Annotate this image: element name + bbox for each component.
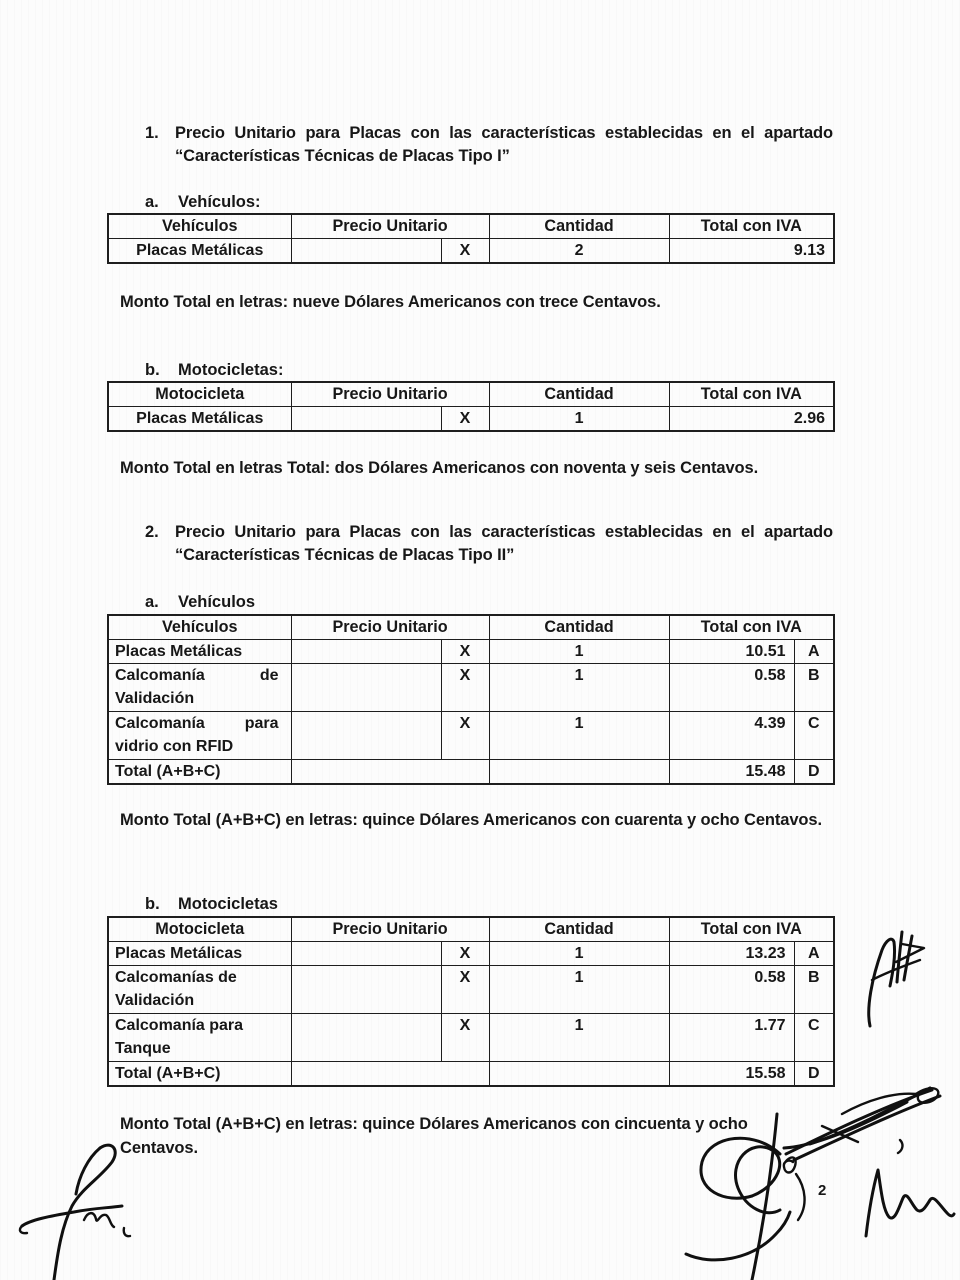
cell-total: 2.96	[669, 407, 834, 432]
cell-total: 15.48	[669, 760, 794, 785]
cell-total: 9.13	[669, 239, 834, 264]
monto-2a: Monto Total (A+B+C) en letras: quince Dólares Americanos con cuarenta y ocho Centavos.	[120, 811, 822, 829]
monto-2b-line1: Monto Total (A+B+C) en letras: quince Dólares Americanos con cincuenta y ocho	[120, 1115, 748, 1133]
cell-letter: B	[794, 664, 834, 712]
cell-label: Placas Metálicas	[108, 640, 291, 664]
cell-cantidad: 1	[489, 712, 669, 760]
table-header-row	[108, 214, 834, 239]
header-total-iva: Total con IVA	[669, 382, 834, 407]
subsection-1b-label: b. Motocicletas:	[145, 361, 284, 379]
table-row-c	[108, 1014, 834, 1062]
table-row-c	[108, 712, 834, 760]
cell-x: X	[441, 239, 489, 264]
header-cantidad: Cantidad	[489, 382, 669, 407]
table-header-row	[108, 615, 834, 640]
section-1-heading	[145, 122, 833, 168]
section-1-title-line1: Precio Unitario para Placas con las características establecidas en el apartado	[175, 124, 833, 142]
cell-precio-empty	[291, 966, 441, 1014]
cell-cantidad: 2	[489, 239, 669, 264]
table-1a-vehiculos	[107, 213, 835, 264]
cell-x: X	[441, 640, 489, 664]
signature-center-loops	[680, 1112, 820, 1280]
subsection-2a-label: a. Vehículos	[145, 593, 256, 611]
cell-letter: A	[794, 640, 834, 664]
signature-right-lower	[856, 1162, 956, 1240]
table-row-a	[108, 942, 834, 966]
cell-precio-empty	[291, 640, 441, 664]
header-cantidad: Cantidad	[489, 917, 669, 942]
cell-label: Calcomanía de Validación	[108, 664, 291, 712]
cell-precio-empty	[291, 1062, 489, 1087]
cell-cantidad: 1	[489, 640, 669, 664]
cell-label: Total (A+B+C)	[108, 760, 291, 785]
signature-right-upper	[852, 928, 937, 1028]
header-precio-unitario: Precio Unitario	[291, 214, 489, 239]
table-header-row	[108, 382, 834, 407]
table-row-a	[108, 640, 834, 664]
cell-x: X	[441, 407, 489, 432]
table-row-b	[108, 664, 834, 712]
cell-precio-empty	[291, 407, 441, 432]
cell-label: Placas Metálicas	[108, 239, 291, 264]
cell-letter: C	[794, 1014, 834, 1062]
table-row-b	[108, 966, 834, 1014]
header-motocicleta: Motocicleta	[108, 382, 291, 407]
section-1-number: 1.	[145, 124, 159, 142]
signature-bottom-left	[18, 1138, 143, 1280]
cell-x: X	[441, 712, 489, 760]
table-row	[108, 239, 834, 264]
cell-precio-empty	[291, 1014, 441, 1062]
cell-x: X	[441, 942, 489, 966]
cell-total: 15.58	[669, 1062, 794, 1087]
header-precio-unitario: Precio Unitario	[291, 917, 489, 942]
header-total-iva: Total con IVA	[669, 917, 834, 942]
section-1-title-line2: “Características Técnicas de Placas Tipo I”	[175, 147, 510, 165]
cell-cantidad: 1	[489, 407, 669, 432]
cell-cantidad-empty	[489, 760, 669, 785]
monto-2b-line2: Centavos.	[120, 1139, 198, 1157]
subsection-2b-label: b. Motocicletas	[145, 895, 278, 913]
cell-x: X	[441, 1014, 489, 1062]
cell-total: 0.58	[669, 664, 794, 712]
page-number: 2	[818, 1182, 827, 1199]
cell-precio-empty	[291, 942, 441, 966]
cell-label: Calcomanía para vidrio con RFID	[108, 712, 291, 760]
cell-precio-empty	[291, 664, 441, 712]
header-vehiculos: Vehículos	[108, 615, 291, 640]
header-cantidad: Cantidad	[489, 214, 669, 239]
section-2-title-line1: Precio Unitario para Placas con las características establecidas en el apartado	[175, 523, 833, 541]
cell-cantidad-empty	[489, 1062, 669, 1087]
monto-1a: Monto Total en letras: nueve Dólares Americanos con trece Centavos.	[120, 293, 661, 311]
cell-precio-empty	[291, 760, 489, 785]
cell-label: Placas Metálicas	[108, 942, 291, 966]
table-row	[108, 407, 834, 432]
section-2-heading	[145, 521, 833, 567]
cell-letter: C	[794, 712, 834, 760]
cell-total: 1.77	[669, 1014, 794, 1062]
table-1b-motocicletas	[107, 381, 835, 432]
header-total-iva: Total con IVA	[669, 214, 834, 239]
cell-precio-empty	[291, 239, 441, 264]
cell-label: Calcomanía para Tanque	[108, 1014, 291, 1062]
table-2a-vehiculos	[107, 614, 835, 785]
monto-1b: Monto Total en letras Total: dos Dólares Americanos con noventa y seis Centavos.	[120, 459, 759, 477]
header-motocicleta: Motocicleta	[108, 917, 291, 942]
cell-label: Placas Metálicas	[108, 407, 291, 432]
cell-cantidad: 1	[489, 664, 669, 712]
header-cantidad: Cantidad	[489, 615, 669, 640]
cell-precio-empty	[291, 712, 441, 760]
cell-label: Calcomanías de Validación	[108, 966, 291, 1014]
cell-total: 0.58	[669, 966, 794, 1014]
header-vehiculos: Vehículos	[108, 214, 291, 239]
section-2-title-line2: “Características Técnicas de Placas Tipo II”	[175, 546, 515, 564]
cell-x: X	[441, 664, 489, 712]
table-row-total	[108, 760, 834, 785]
cell-letter: B	[794, 966, 834, 1014]
cell-total: 4.39	[669, 712, 794, 760]
header-total-iva: Total con IVA	[669, 615, 834, 640]
subsection-1a-label: a. Vehículos:	[145, 193, 261, 211]
cell-cantidad: 1	[489, 966, 669, 1014]
table-2b-motocicletas	[107, 916, 835, 1087]
table-row-total	[108, 1062, 834, 1087]
cell-x: X	[441, 966, 489, 1014]
cell-letter: A	[794, 942, 834, 966]
cell-letter: D	[794, 760, 834, 785]
cell-cantidad: 1	[489, 942, 669, 966]
cell-total: 13.23	[669, 942, 794, 966]
table-header-row	[108, 917, 834, 942]
cell-cantidad: 1	[489, 1014, 669, 1062]
header-precio-unitario: Precio Unitario	[291, 615, 489, 640]
cell-total: 10.51	[669, 640, 794, 664]
cell-label: Total (A+B+C)	[108, 1062, 291, 1087]
section-2-number: 2.	[145, 523, 159, 541]
cell-letter: D	[794, 1062, 834, 1087]
header-precio-unitario: Precio Unitario	[291, 382, 489, 407]
